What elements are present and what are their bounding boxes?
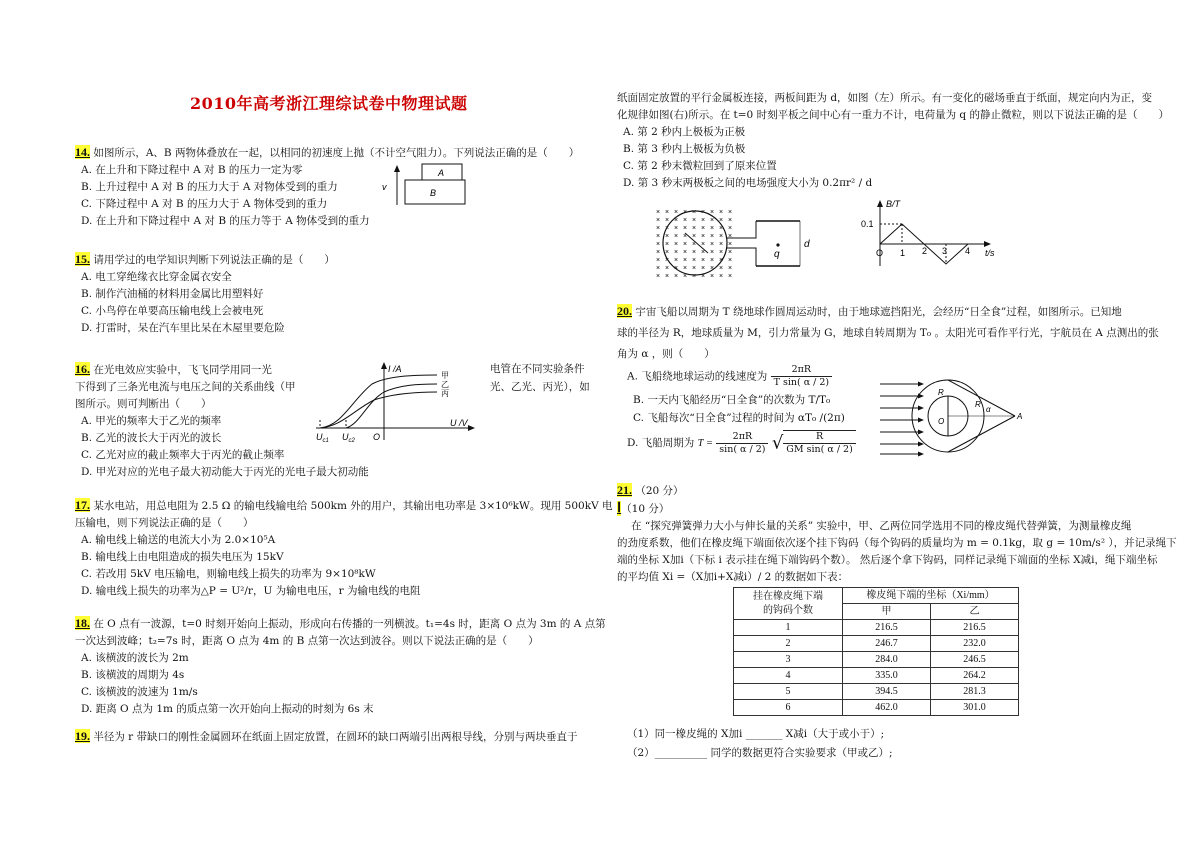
radius-label-1: R: [938, 388, 944, 397]
field-cross-icon: ×: [710, 209, 715, 216]
formula-lhs: T =: [697, 438, 713, 449]
header-count: 挂在橡皮绳下端 的钩码个数: [734, 588, 843, 620]
header-yi: 乙: [931, 604, 1019, 620]
question-number: 18.: [75, 616, 90, 630]
question-stem-line2: 球的半径为 R，地球质量为 M，引力常量为 G，地球自转周期为 T₀ 。太阳光可看作平行光，宇航员在 A 点测出的张: [617, 327, 1159, 339]
part-number: Ⅰ: [617, 501, 622, 516]
question-stem-line2: 压输电，则下列说法正确的是（ ）: [75, 517, 254, 529]
field-cross-icon: ×: [728, 249, 733, 256]
field-cross-icon: ×: [692, 241, 697, 248]
option-a-fraction: [771, 364, 833, 389]
field-cross-icon: ×: [683, 257, 688, 264]
option-b: B. 该横波的周期为 4s: [81, 669, 185, 681]
option-d: [627, 430, 856, 456]
t-axis-arrow-icon: [984, 241, 991, 247]
option-d: D. 打雷时，呆在汽车里比呆在木屋里要危险: [81, 322, 285, 334]
field-cross-icon: ×: [665, 265, 670, 272]
field-cross-icon: ×: [674, 241, 679, 248]
option-d: D. 第 3 秒末两极板之间的电场强度大小为 0.2πr² / d: [623, 177, 873, 189]
option-d: D. 距离 O 点为 1m 的质点第一次开始向上振动的时刻为 6s 末: [81, 703, 374, 715]
field-cross-icon: ×: [656, 241, 661, 248]
field-cross-icon: ×: [692, 257, 697, 264]
option-b: B. 制作汽油桶的材料用金属比用塑料好: [81, 288, 264, 300]
tick-2: 2: [922, 246, 928, 256]
question-stem: 请用学过的电学知识判断下列说法正确的是（ ）: [93, 254, 335, 266]
part-score: （10 分）: [621, 503, 670, 515]
stacked-blocks-figure: [375, 160, 475, 212]
option-b: B. 第 3 秒内上极板为负极: [623, 143, 746, 155]
field-cross-icon: ×: [656, 265, 661, 272]
center-label: O: [938, 417, 945, 426]
field-cross-icon: ×: [719, 273, 724, 280]
cell-jia: 216.5: [843, 620, 931, 636]
field-cross-icon: ×: [656, 225, 661, 232]
b-vs-t-graph: [858, 198, 998, 270]
field-cross-icon: ×: [692, 217, 697, 224]
ring-capacitor-figure: [650, 205, 830, 285]
b-axis-arrow-icon: [877, 200, 883, 207]
field-cross-icon: ×: [656, 249, 661, 256]
distance-label: d: [804, 239, 810, 250]
option-d: D. 在上升和下降过程中 A 对 B 的压力等于 A 物体受到的重力: [81, 215, 370, 227]
cell-count: 1: [734, 620, 843, 636]
field-cross-icon: ×: [683, 233, 688, 240]
field-cross-icon: ×: [692, 249, 697, 256]
option-d-text: D. 飞船周期为: [627, 437, 695, 449]
option-c: C. 若改用 5kV 电压输电，则输电线上损失的功率为 9×10⁸kW: [81, 568, 376, 580]
cell-yi: 246.5: [931, 652, 1019, 668]
question-20: [617, 303, 1177, 363]
field-cross-icon: ×: [656, 257, 661, 264]
magnetic-field-crosses: [656, 209, 732, 280]
option-a: [627, 364, 832, 389]
y-axis-arrow-icon: [381, 362, 387, 369]
question-21: [617, 482, 1177, 586]
field-cross-icon: ×: [665, 257, 670, 264]
question-stem-line2: 一次达到波峰；t₂=7s 时，距离 O 点为 4m 的 B 点第一次达到波谷。则以下说法正确的是（ ）: [75, 635, 539, 647]
fraction-denominator: T sin( α / 2): [773, 377, 830, 388]
cell-jia: 462.0: [843, 700, 931, 716]
option-a: A. 在上升和下降过程中 A 对 B 的压力一定为零: [81, 164, 303, 176]
cell-yi: 264.2: [931, 668, 1019, 684]
table-row: [734, 620, 1019, 636]
field-cross-icon: ×: [728, 273, 733, 280]
question-number: 21.: [617, 483, 632, 497]
field-cross-icon: ×: [719, 257, 724, 264]
option-c: C. 飞船每次“日全食”过程的时间为 αT₀ /(2π): [633, 412, 845, 424]
text-line2: 的劲度系数，他们在橡皮绳下端面依次逐个挂下钩码（每个钩码的质量均为 m = 0.1kg，取 g = 10m/s² ），并记录绳下: [617, 537, 1177, 549]
question-18: [75, 615, 606, 718]
sqrt-icon: √: [771, 432, 784, 454]
option-b: B. 乙光的波长大于丙光的波长: [81, 432, 222, 444]
field-cross-icon: ×: [683, 217, 688, 224]
cell-jia: 394.5: [843, 684, 931, 700]
cell-count: 6: [734, 700, 843, 716]
page-title: 2010年高考浙江理综试卷中物理试题: [190, 94, 468, 113]
ray-arrow-icon: [918, 430, 924, 435]
field-cross-icon: ×: [674, 217, 679, 224]
option-b: B. 一天内飞船经历“日全食”的次数为 T/T₀: [633, 394, 831, 406]
field-cross-icon: ×: [674, 265, 679, 272]
question-stem-line1: 宇宙飞船以周期为 T 绕地球作圆周运动时，由于地球遮挡阳光，会经历“日全食”过程，如图所示。已知地: [635, 306, 1122, 318]
fraction-numerator: R: [783, 431, 856, 444]
field-cross-icon: ×: [728, 241, 733, 248]
question-stem-line1: 半径为 r 带缺口的刚性金属圆环在纸面上固定放置，在圆环的缺口两端引出两根导线，分别与两块垂直于: [93, 731, 578, 743]
cell-jia: 284.0: [843, 652, 931, 668]
cell-count: 3: [734, 652, 843, 668]
field-cross-icon: ×: [674, 225, 679, 232]
field-cross-icon: ×: [656, 209, 661, 216]
question-14: [75, 144, 595, 230]
field-cross-icon: ×: [665, 249, 670, 256]
field-cross-icon: ×: [719, 217, 724, 224]
field-cross-icon: ×: [701, 265, 706, 272]
field-cross-icon: ×: [692, 273, 697, 280]
cell-count: 4: [734, 668, 843, 684]
option-d: D. 输电线上损失的功率为△P = U²/r，U 为输电电压，r 为输电线的电阻: [81, 585, 421, 597]
field-cross-icon: ×: [710, 273, 715, 280]
radius-label-2: R: [975, 400, 981, 409]
field-cross-icon: ×: [683, 241, 688, 248]
field-cross-icon: ×: [674, 257, 679, 264]
cell-count: 2: [734, 636, 843, 652]
question-19-start: [75, 728, 595, 746]
charged-particle: [776, 243, 779, 246]
text-line4: 的平均值 Xi =（X加i+X减i）/ 2 的数据如下表：: [617, 571, 849, 583]
field-cross-icon: ×: [665, 225, 670, 232]
option-c: C. 小鸟停在单要高压输电线上会被电死: [81, 305, 264, 317]
field-cross-icon: ×: [701, 225, 706, 232]
tangent-upper: [948, 380, 1015, 416]
option-a: A. 第 2 秒内上极板为正极: [623, 126, 746, 138]
table-row: [734, 668, 1019, 684]
option-d-fraction: [716, 431, 768, 456]
question-number: 20.: [617, 304, 632, 318]
question-score: （20 分）: [635, 485, 684, 497]
option-d-root-fraction: [783, 430, 856, 456]
text-line1: 在 “探究弹簧弹力大小与伸长量的关系” 实验中，甲、乙两位同学选用不同的橡皮绳代替弹簧，为测量橡皮绳: [631, 520, 1132, 532]
table-row: [734, 684, 1019, 700]
velocity-label: v: [382, 182, 387, 192]
tangent-lower: [948, 416, 1015, 452]
field-cross-icon: ×: [692, 209, 697, 216]
question-number: 17.: [75, 498, 90, 512]
field-cross-icon: ×: [665, 233, 670, 240]
header-coordinate: 橡皮绳下端的坐标（Xi/mm）: [843, 588, 1019, 604]
fraction-denominator: GM sin( α / 2): [786, 444, 853, 455]
origin-label: O: [373, 432, 381, 442]
field-cross-icon: ×: [701, 217, 706, 224]
field-cross-icon: ×: [719, 225, 724, 232]
question-number: 15.: [75, 252, 90, 266]
field-cross-icon: ×: [674, 233, 679, 240]
field-cross-icon: ×: [674, 209, 679, 216]
question-stem-line2: 纸面固定放置的平行金属板连接，两板间距为 d，如图（左）所示。有一变化的磁场垂直于纸面，规定向内为正，变: [617, 92, 1153, 104]
question-15: [75, 251, 595, 337]
cell-yi: 216.5: [931, 620, 1019, 636]
field-cross-icon: ×: [656, 233, 661, 240]
fraction-numerator: 2πR: [716, 431, 768, 444]
photoelectric-curves-figure: [312, 360, 482, 446]
option-d: D. 甲光对应的光电子最大初动能大于丙光的光电子最大初动能: [81, 466, 369, 478]
field-cross-icon: ×: [665, 273, 670, 280]
eclipse-orbit-figure: [880, 374, 1030, 460]
field-cross-icon: ×: [701, 241, 706, 248]
table-row: [734, 652, 1019, 668]
ray-arrow-icon: [918, 418, 924, 423]
option-c: C. 乙光对应的截止频率大于丙光的截止频率: [81, 449, 285, 461]
ray-arrow-icon: [918, 382, 924, 387]
field-cross-icon: ×: [701, 233, 706, 240]
field-cross-icon: ×: [674, 273, 679, 280]
origin-label: O: [876, 248, 884, 258]
cell-yi: 281.3: [931, 684, 1019, 700]
field-cross-icon: ×: [656, 217, 661, 224]
field-cross-icon: ×: [719, 265, 724, 272]
table-row: [734, 700, 1019, 716]
field-cross-icon: ×: [710, 225, 715, 232]
field-cross-icon: ×: [728, 265, 733, 272]
x-axis-arrow-icon: [468, 425, 475, 431]
curve-jia: [320, 375, 437, 428]
data-table: [733, 587, 1019, 716]
tick-1: 1: [900, 248, 906, 258]
field-cross-icon: ×: [692, 225, 697, 232]
field-cross-icon: ×: [710, 265, 715, 272]
field-cross-icon: ×: [701, 249, 706, 256]
field-cross-icon: ×: [683, 265, 688, 272]
curve-bing: [320, 392, 437, 428]
option-a-text: A. 飞船绕地球运动的线速度为: [627, 370, 768, 383]
question-stem-line3: 图所示。则可判断出（ ）: [75, 398, 212, 410]
block-a-label: A: [438, 168, 445, 178]
field-cross-icon: ×: [656, 273, 661, 280]
charge-label: q: [774, 249, 780, 260]
field-cross-icon: ×: [710, 249, 715, 256]
question-stem-line3: 化规律如图(右)所示。在 t=0 时刻平板之间中心有一重力不计，电荷量为 q 的静止微粒，则以下说法正确的是（ ）: [617, 109, 1169, 121]
cell-count: 5: [734, 684, 843, 700]
field-cross-icon: ×: [683, 209, 688, 216]
legend-jia: 甲: [441, 371, 449, 380]
tick-3: 3: [942, 246, 948, 256]
option-c: C. 第 2 秒末微粒回到了原来位置: [623, 160, 777, 172]
question-stem-line3: 角为 α ，则（ ）: [617, 348, 715, 360]
b-axis-label: B/T: [886, 199, 901, 209]
t-axis-label: t/s: [985, 248, 995, 258]
sub-question-1: （1）同一橡皮绳的 X加i _______ X减i（大于或小于）;: [627, 728, 885, 740]
field-cross-icon: ×: [728, 257, 733, 264]
question-stem-line1: 在 O 点有一波源，t=0 时刻开始向上振动，形成向右传播的一列横波。t₁=4s 时，距离 O 点为 3m 的 A 点第: [93, 618, 606, 630]
header-jia: 甲: [843, 604, 931, 620]
field-cross-icon: ×: [710, 241, 715, 248]
cell-yi: 301.0: [931, 700, 1019, 716]
block-b-label: B: [430, 188, 437, 198]
question-number: 19.: [75, 729, 90, 743]
b-max-label: 0.1: [861, 219, 874, 229]
question-stem-line2b: 光、乙光、丙光），如: [490, 381, 590, 393]
field-cross-icon: ×: [701, 273, 706, 280]
field-cross-icon: ×: [674, 249, 679, 256]
question-number: 14.: [75, 145, 90, 159]
option-c: C. 该横波的波速为 1m/s: [81, 686, 198, 698]
field-cross-icon: ×: [719, 249, 724, 256]
field-cross-icon: ×: [665, 209, 670, 216]
sub-question-2: （2）__________ 同学的数据更符合实验要求（甲或乙）;: [627, 747, 893, 759]
table-row: [734, 636, 1019, 652]
fraction-denominator: sin( α / 2): [719, 443, 766, 455]
uc2-label: $U_{c2}$: [342, 432, 355, 444]
ray-arrow-icon: [918, 452, 924, 457]
question-stem-line1b: 电管在不同实验条件: [490, 363, 585, 375]
field-cross-icon: ×: [728, 225, 733, 232]
uc1-label: $U_{c1}$: [316, 432, 329, 444]
question-stem-line1: 在光电效应实验中，飞飞同学用同一光: [93, 364, 272, 376]
field-cross-icon: ×: [692, 265, 697, 272]
option-b: B. 上升过程中 A 对 B 的压力大于 A 对物体受到的重力: [81, 181, 338, 193]
field-cross-icon: ×: [719, 233, 724, 240]
question-stem-line1: 某水电站，用总电阻为 2.5 Ω 的输电线输电给 500km 外的用户，其输出电功率是 3×10⁶kW。现用 500kV 电: [93, 500, 613, 512]
field-cross-icon: ×: [683, 225, 688, 232]
option-a: A. 甲光的频率大于乙光的频率: [81, 415, 222, 427]
field-cross-icon: ×: [728, 233, 733, 240]
legend-bing: 丙: [441, 389, 449, 398]
field-cross-icon: ×: [665, 241, 670, 248]
field-cross-icon: ×: [701, 209, 706, 216]
option-a: A. 电工穿绝缘衣比穿金属衣安全: [81, 271, 232, 283]
tick-4: 4: [965, 246, 971, 256]
field-cross-icon: ×: [683, 249, 688, 256]
field-cross-icon: ×: [728, 209, 733, 216]
ray-arrow-icon: [918, 406, 924, 411]
field-cross-icon: ×: [692, 233, 697, 240]
x-axis-label: U /V: [450, 418, 468, 428]
field-cross-icon: ×: [701, 257, 706, 264]
field-cross-icon: ×: [719, 241, 724, 248]
legend-yi: 乙: [441, 380, 449, 389]
question-19-continued: [617, 90, 1177, 192]
question-17: [75, 497, 613, 600]
field-cross-icon: ×: [719, 209, 724, 216]
text-line3: 端的坐标 X加i（下标 i 表示挂在绳下端钩码个数）。 然后逐个拿下钩码，同样记录绳下端面的坐标 X减i，绳下端坐标: [617, 554, 1158, 566]
field-cross-icon: ×: [710, 257, 715, 264]
cell-jia: 246.7: [843, 636, 931, 652]
option-a: A. 输电线上输送的电流大小为 2.0×10⁵A: [81, 534, 276, 546]
curve-yi: [346, 384, 437, 428]
option-c: C. 下降过程中 A 对 B 的压力大于 A 物体受到的重力: [81, 198, 328, 210]
field-cross-icon: ×: [683, 273, 688, 280]
point-a-label: A: [1017, 412, 1023, 421]
field-cross-icon: ×: [710, 233, 715, 240]
arrow-head-icon: [394, 165, 400, 172]
option-a: A. 该横波的波长为 2m: [81, 652, 189, 664]
y-axis-label: I /A: [388, 364, 402, 374]
fraction-numerator: 2πR: [771, 364, 833, 377]
cell-jia: 335.0: [843, 668, 931, 684]
field-cross-icon: ×: [665, 217, 670, 224]
question-number: 16.: [75, 362, 90, 376]
angle-label: α: [986, 405, 991, 414]
field-cross-icon: ×: [728, 217, 733, 224]
question-stem-line2: 下得到了三条光电流与电压之间的关系曲线（甲: [75, 381, 296, 393]
cell-yi: 232.0: [931, 636, 1019, 652]
option-b: B. 输电线上由电阻造成的损失电压为 15kV: [81, 551, 284, 563]
field-cross-icon: ×: [710, 217, 715, 224]
question-stem: 如图所示，A、B 两物体叠放在一起，以相同的初速度上抛（不计空气阻力）。下列说法正确的是（ ）: [93, 147, 580, 159]
sun-rays: [880, 382, 924, 457]
